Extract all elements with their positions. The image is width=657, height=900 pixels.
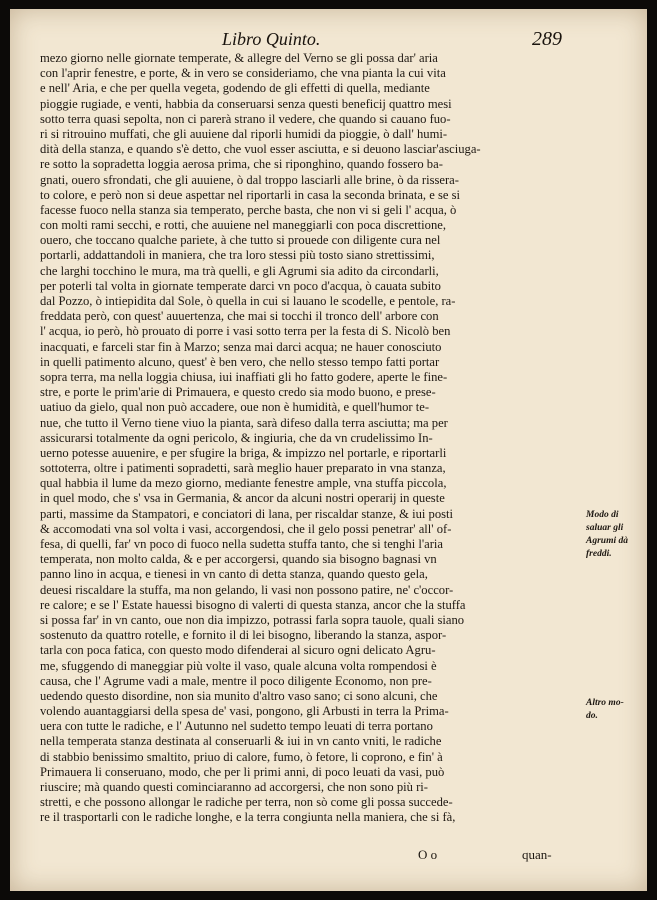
text-line: nue, che tutto il Verno tiene viuo la pianta, sarà difeso dalla terra asciutta; ma per bbox=[40, 415, 448, 430]
text-line: portarli, addattandoli in maniera, che tra loro stessi più tosto siano strettissimi, bbox=[40, 248, 435, 263]
page-header bbox=[10, 29, 647, 51]
text-line: stretti, e che possono allongar le radiche per terra, non sò come gli possa succede- bbox=[40, 795, 453, 810]
text-line: dità della stanza, e quando s'è detto, che vuol esser asciutta, e si deuono lasciar'asciuga- bbox=[40, 142, 481, 157]
text-line: sopra terra, ma nella loggia chiusa, iui inaffiati gli ho fatto godere, aperte le fine- bbox=[40, 369, 448, 384]
text-line: mezo giorno nelle giornate temperate, & allegre del Verno se gli possa dar' aria bbox=[40, 51, 438, 65]
text-line: temperata, non molto calda, & e per accorgersi, quando sia bisogno bagnasi vn bbox=[40, 552, 437, 567]
text-line: uerno potesse auuenire, e per sfugire la briga, & impizzo nel portarle, e riportarli bbox=[40, 445, 447, 460]
text-line: in quelli patimento alcuno, quest' è ben vero, che nello stesso tempo fatti portar bbox=[40, 354, 440, 369]
catchword: quan- bbox=[522, 847, 552, 862]
text-line: uera con tutte le radiche, e l' Autunno nel sudetto tempo leuati di terra portano bbox=[40, 719, 433, 734]
text-line: panno lino in acqua, e tienesi in vn canto di detta stanza, quando questo gela, bbox=[40, 567, 428, 582]
margin-note-line: freddi. bbox=[586, 549, 612, 559]
text-line: gnati, ouero sfrondati, che gli auuiene, ò dal troppo lasciarli alle brine, ò da rissera- bbox=[40, 172, 459, 187]
text-line: per poterli tal volta in giornate temperate darci vn poco d'acqua, ò cauata subito bbox=[40, 278, 441, 293]
margin-note-line: saluar gli bbox=[586, 523, 624, 533]
text-line: uedendo questo disordine, non sia munito d'altro vaso sano; ci sono alcuni, che bbox=[40, 688, 438, 703]
text-line: causa, che l' Agrume vadi a male, mentre il poco diligente Economo, non pre- bbox=[40, 673, 432, 688]
text-line: pioggie rugiade, e venti, habbia da conseruarsi senza questi beneficij quattro mesi bbox=[40, 96, 452, 111]
text-line: nella temperata stanza destinata al conseruarli & iui in vn canto vniti, le radiche bbox=[40, 734, 442, 749]
text-line: con l'aprir fenestre, e porte, & in vero se consideriamo, che vna pianta la cui vita bbox=[40, 66, 446, 81]
book-page bbox=[10, 9, 647, 891]
text-line: to colore, e però non si deue aspettar nel riportarli in casa la seconda brinata, e se si bbox=[40, 187, 460, 202]
margin-note-modo-di-saluar bbox=[586, 509, 628, 561]
text-line: ouero, che toccano qualche pariete, à che tutto si prouede con diligente cura nel bbox=[40, 233, 441, 248]
text-line: me, sfuggendo di maneggiar più volte il vaso, quale alcuna volta rompendosi è bbox=[40, 658, 437, 673]
text-line: con molti rami secchi, e rotti, che auuiene nel maneggiarli con poca discrettione, bbox=[40, 218, 446, 233]
margin-note-line: do. bbox=[586, 711, 598, 721]
text-line: riuscire; mà quando questi cominciaranno ad accorgersi, che non sono più ri- bbox=[40, 780, 428, 794]
margin-note-line: Altro mo- bbox=[586, 698, 624, 708]
text-line: sottoterra, oltre i patimenti sopradetti, sarà meglio hauer preparato in vna stanza, bbox=[40, 461, 446, 476]
page-number: 289 bbox=[532, 28, 562, 50]
text-line: si possa far' in vn canto, oue non dia impizzo, potrassi farla sopra tauole, quali siano bbox=[40, 612, 465, 627]
body-text bbox=[40, 51, 564, 826]
text-line: & accomodati vna sol volta i vasi, accorgendosi, che il gelo possi penetrar' all' of- bbox=[40, 521, 452, 536]
text-line: sotto terra quasi sepolta, non ci parerà strano il vedere, che quando si cauano fuo- bbox=[40, 111, 451, 126]
margin-note-line: Modo di bbox=[586, 510, 619, 520]
text-line: uatiuo da gielo, qual non può accadere, oue non è humidità, e quell'humor te- bbox=[40, 400, 430, 415]
text-line: facesse fuoco nella stanza sia temperato, perche basta, che non vi si geli l' acqua, ò bbox=[40, 202, 457, 217]
text-line: assicurarsi totalmente da ogni pericolo, & ingiuria, che da vn crudelissimo In- bbox=[40, 430, 433, 445]
text-line: Primauera li conseruano, modo, che per li primi anni, di poco leuati da vasi, può bbox=[40, 764, 445, 779]
text-line: ri si ritrouino muffati, che gli auuiene dal riporli humidi da pioggie, ò dall' humi- bbox=[40, 126, 448, 141]
text-line: che larghi tocchino le mura, ma trà quelli, e gli Agrumi sia adito da circondarli, bbox=[40, 263, 439, 278]
text-line: qual habbia il lume da mezo giorno, mediante fenestre ample, vna stuffa piccola, bbox=[40, 476, 447, 491]
text-line: re calore; e se l' Estate hauessi bisogno di valerti di questa stanza, ancor che la stuffa bbox=[40, 597, 466, 612]
text-line: deuesi riscaldare la stuffa, ma non gelando, li vasi non possono patire, ne' c'occor- bbox=[40, 582, 454, 597]
text-line: volendo auantaggiarsi della spesa de' vasi, pongono, gli Arbusti in terra la Prima- bbox=[40, 704, 449, 719]
text-line: re il trasportarli con le radiche longhe, e la terra congiunta nella maniera, che si fà, bbox=[40, 810, 456, 825]
margin-note-line: Agrumi dà bbox=[586, 536, 628, 546]
margin-note-altro-modo bbox=[586, 697, 624, 723]
text-line: e nell' Aria, e che per quella vegeta, godendo de gli effetti di quella, mediante bbox=[40, 81, 430, 96]
text-line: sostenuto da quattro rotelle, e fornito il di lei bisogno, liberando la stanza, aspor- bbox=[40, 628, 447, 643]
text-line: di stabbio benissimo smaltito, priuo di calore, fumo, ò fetore, li coprono, e fin' à bbox=[40, 749, 443, 764]
running-title: Libro Quinto. bbox=[222, 29, 321, 49]
text-line: dal Pozzo, ò intiepidita dal Sole, ò quella in cui si lauano le scodelle, e pentole, ra- bbox=[40, 294, 456, 308]
text-line: fesa, di quelli, far' vn poco di fuoco nella sudetta stuffa tanto, che si tenghi l'aria bbox=[40, 537, 443, 551]
text-line: in quel modo, che s' vsa in Germania, & ancor da alcuni nostri operarij in queste bbox=[40, 491, 445, 506]
text-line: inacquati, e farceli star fin à Marzo; senza mai darci acqua; ne hauer conosciuto bbox=[40, 339, 442, 354]
signature-mark: O o bbox=[418, 847, 438, 862]
text-line: l' acqua, io però, hò prouato di porre i vasi sotto terra per la festa di S. Nicolò ben bbox=[40, 324, 451, 339]
text-line: parti, massime da Stampatori, e conciatori di lana, per riscaldar stanze, & iui posti bbox=[40, 506, 454, 521]
text-line: re sotto la sopradetta loggia aerosa prima, che si riponghino, quando fossero ba- bbox=[40, 157, 443, 172]
text-line: freddata però, con quest' auuertenza, che mai si tocchi il tronco dell' arbore con bbox=[40, 309, 439, 324]
page-footer bbox=[10, 847, 647, 865]
text-line: stre, e porte le prim'arie di Primauera, e questo credo sia modo buono, e prese- bbox=[40, 385, 436, 400]
text-line: tarla con poca fatica, con questo modo difenderai al sicuro ogni delicato Agru- bbox=[40, 643, 436, 658]
